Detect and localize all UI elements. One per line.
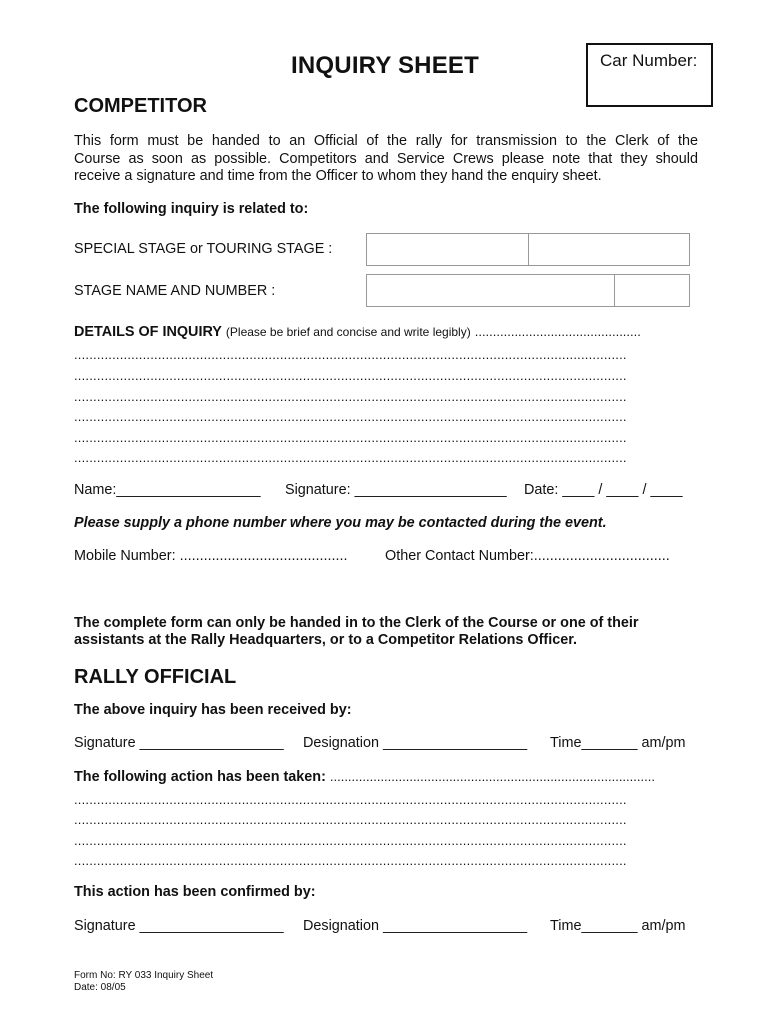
confirmed-ampm: am/pm	[641, 918, 686, 934]
details-dotted-line[interactable]: .................................................................................................................................................	[74, 389, 627, 404]
received-ampm: am/pm	[641, 735, 686, 751]
action-dotted-line[interactable]: .................................................................................................................................................	[74, 853, 627, 868]
other-contact-blank[interactable]: ..................................	[533, 548, 670, 564]
name-label: Name:	[74, 482, 117, 498]
instructions-paragraph	[74, 133, 698, 186]
received-time-label: Time	[550, 735, 582, 751]
received-designation-field[interactable]	[303, 735, 527, 751]
details-of-inquiry[interactable]	[74, 324, 698, 340]
phone-prompt: Please supply a phone number where you may be contacted during the event.	[74, 515, 607, 531]
action-dotted-line[interactable]: .................................................................................................................................................	[74, 792, 627, 807]
date-label: Date:	[524, 482, 559, 498]
confirmed-time-field[interactable]	[550, 918, 685, 934]
confirmed-signature-blank[interactable]: __________________	[139, 918, 284, 934]
date-month-blank[interactable]: ____	[606, 482, 639, 498]
stage-name-label: STAGE NAME AND NUMBER :	[74, 283, 276, 299]
signature-field[interactable]	[285, 482, 507, 498]
details-dotted-line[interactable]: .................................................................................................................................................	[74, 347, 627, 362]
touring-stage-cell[interactable]	[529, 234, 689, 265]
confirmed-signature-label: Signature	[74, 918, 136, 934]
action-taken-label: The following action has been taken:	[74, 769, 326, 785]
car-number-label: Car Number:	[600, 51, 698, 70]
date-day-blank[interactable]: ____	[562, 482, 595, 498]
details-dotted-line[interactable]: .................................................................................................................................................	[74, 430, 627, 445]
details-label: DETAILS OF INQUIRY	[74, 324, 222, 340]
other-contact-label: Other Contact Number:	[385, 548, 534, 564]
instructions-line: receive a signature and time from the Officer to whom they hand the enquiry sheet.	[74, 168, 602, 184]
confirmed-designation-blank[interactable]: __________________	[383, 918, 528, 934]
action-dotted-line[interactable]: .................................................................................................................................................	[74, 812, 627, 827]
stage-name-field[interactable]	[366, 274, 690, 307]
stage-number-cell[interactable]	[615, 275, 689, 306]
received-time-field[interactable]	[550, 735, 685, 751]
details-dotted-line[interactable]: .................................................................................................................................................	[74, 368, 627, 383]
name-blank[interactable]: __________________	[116, 482, 261, 498]
handin-note-line: assistants at the Rally Headquarters, or to a Competitor Relations Officer.	[74, 632, 578, 648]
date-year-blank[interactable]: ____	[650, 482, 683, 498]
rally-official-heading: RALLY OFFICIAL	[74, 666, 237, 688]
instructions-line: This form must be handed to an Official of the rally for transmission to the Clerk of the	[74, 133, 698, 149]
action-taken[interactable]	[74, 769, 698, 785]
mobile-blank[interactable]: ..........................................	[179, 548, 348, 564]
confirmed-time-label: Time	[550, 918, 582, 934]
confirmed-signature-field[interactable]	[74, 918, 284, 934]
confirmed-designation-field[interactable]	[303, 918, 527, 934]
competitor-heading: COMPETITOR	[74, 95, 207, 117]
details-dotted-line: ..............................................	[474, 324, 641, 339]
name-field[interactable]	[74, 482, 260, 498]
signature-label: Signature:	[285, 482, 351, 498]
mobile-label: Mobile Number:	[74, 548, 176, 564]
related-to-label: The following inquiry is related to:	[74, 201, 309, 217]
page-title: INQUIRY SHEET	[291, 52, 479, 79]
received-signature-label: Signature	[74, 735, 136, 751]
confirmed-by-label: This action has been confirmed by:	[74, 884, 316, 900]
form-footer	[74, 970, 213, 994]
details-note: (Please be brief and concise and write legibly)	[225, 325, 471, 339]
signature-blank[interactable]: ___________________	[354, 482, 507, 498]
handin-note-line: The complete form can only be handed in to the Clerk of the Course or one of their	[74, 615, 639, 631]
details-dotted-line[interactable]: .................................................................................................................................................	[74, 409, 627, 424]
special-stage-label: SPECIAL STAGE or TOURING STAGE :	[74, 241, 333, 257]
special-stage-field[interactable]	[366, 233, 690, 266]
date-field[interactable]	[524, 482, 682, 498]
details-dotted-line[interactable]: .................................................................................................................................................	[74, 450, 627, 465]
received-designation-label: Designation	[303, 735, 380, 751]
date-separator: /	[598, 482, 603, 498]
action-dotted-line: ..........................................................................................	[329, 769, 655, 784]
received-signature-field[interactable]	[74, 735, 284, 751]
action-dotted-line[interactable]: .................................................................................................................................................	[74, 833, 627, 848]
special-stage-cell[interactable]	[367, 234, 529, 265]
confirmed-designation-label: Designation	[303, 918, 380, 934]
received-designation-blank[interactable]: __________________	[383, 735, 528, 751]
date-separator: /	[642, 482, 647, 498]
mobile-number-field[interactable]	[74, 548, 348, 564]
car-number-box[interactable]	[586, 43, 713, 107]
stage-name-cell[interactable]	[367, 275, 615, 306]
handin-note	[74, 615, 639, 649]
confirmed-time-blank[interactable]: _______	[581, 918, 638, 934]
other-contact-field[interactable]	[385, 548, 670, 564]
instructions-line: Course as soon as possible. Competitors and Service Crews please note that they should	[74, 150, 698, 167]
form-number: Form No: RY 033 Inquiry Sheet	[74, 970, 214, 981]
received-time-blank[interactable]: _______	[581, 735, 638, 751]
received-by-label: The above inquiry has been received by:	[74, 702, 352, 718]
form-date: Date: 08/05	[74, 982, 126, 993]
received-signature-blank[interactable]: __________________	[139, 735, 284, 751]
